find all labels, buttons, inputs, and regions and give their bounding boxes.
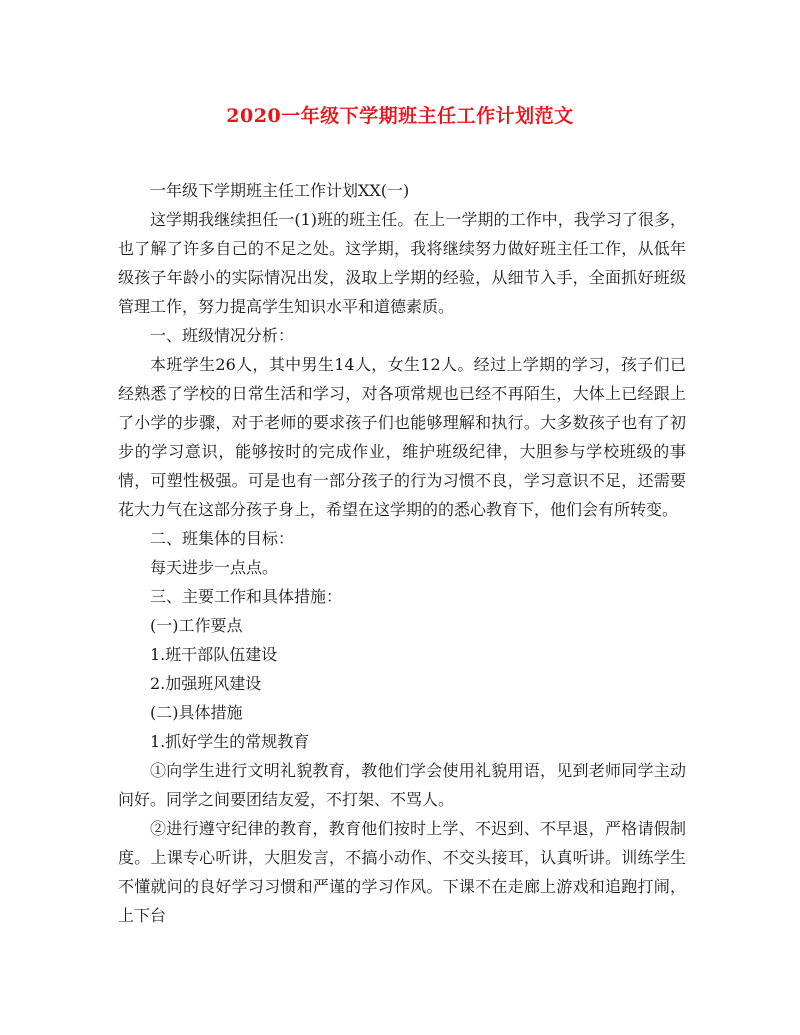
paragraph-subtitle: 一年级下学期班主任工作计划XX(一) (150, 181, 410, 200)
heading-measures: (二)具体措施 (150, 703, 243, 722)
heading-class-analysis: 一、班级情况分析： (150, 326, 295, 345)
list-item-cadre-building: 1.班干部队伍建设 (150, 645, 278, 664)
document-title: 2020一年级下学期班主任工作计划范文 (226, 105, 574, 127)
heading-work-points: (一)工作要点 (150, 616, 243, 635)
heading-main-work: 三、主要工作和具体措施： (150, 587, 343, 606)
document-body (118, 176, 686, 930)
paragraph-intro: 这学期我继续担任一(1)班的班主任。在上一学期的工作中，我学习了很多，也了解了许多自己的不足之处。这学期，我将继续努力做好班主任工作，从低年级孩子年龄小的实际情况出发，汲取上学期的经验，从细节入手，全面抓好班级管理工作，努力提高学生知识水平和道德素质。 (118, 210, 686, 316)
paragraph-class-analysis: 本班学生26人，其中男生14人，女生12人。经过上学期的学习，孩子们已经熟悉了学校的日常生活和学习，对各项常规也已经不再陌生，大体上已经跟上了小学的步骤，对于老师的要求孩子们也能够理解和执行。大多数孩子也有了初步的学习意识，能够按时的完成作业，维护班级纪律，大胆参与学校班级的事情，可塑性极强。可是也有一部分孩子的行为习惯不良，学习意识不足，还需要花大力气在这部分孩子身上，希望在这学期的的悉心教育下，他们会有所转变。 (118, 355, 686, 519)
list-item-class-style: 2.加强班风建设 (150, 674, 262, 693)
paragraph-courtesy-education: ①向学生进行文明礼貌教育，教他们学会使用礼貌用语，见到老师同学主动问好。同学之间要团结友爱，不打架、不骂人。 (118, 761, 686, 809)
paragraph-class-goal: 每天进步一点点。 (150, 558, 279, 577)
list-item-routine-education: 1.抓好学生的常规教育 (150, 732, 310, 751)
paragraph-discipline-education: ②进行遵守纪律的教育，教育他们按时上学、不迟到、不早退，严格请假制度。上课专心听讲，大胆发言，不搞小动作、不交头接耳，认真听讲。训练学生不懂就问的良好学习习惯和严谨的学习作风。下课不在走廊上游戏和追跑打闹，上下台 (118, 819, 686, 925)
heading-class-goal: 二、班集体的目标： (150, 529, 295, 548)
